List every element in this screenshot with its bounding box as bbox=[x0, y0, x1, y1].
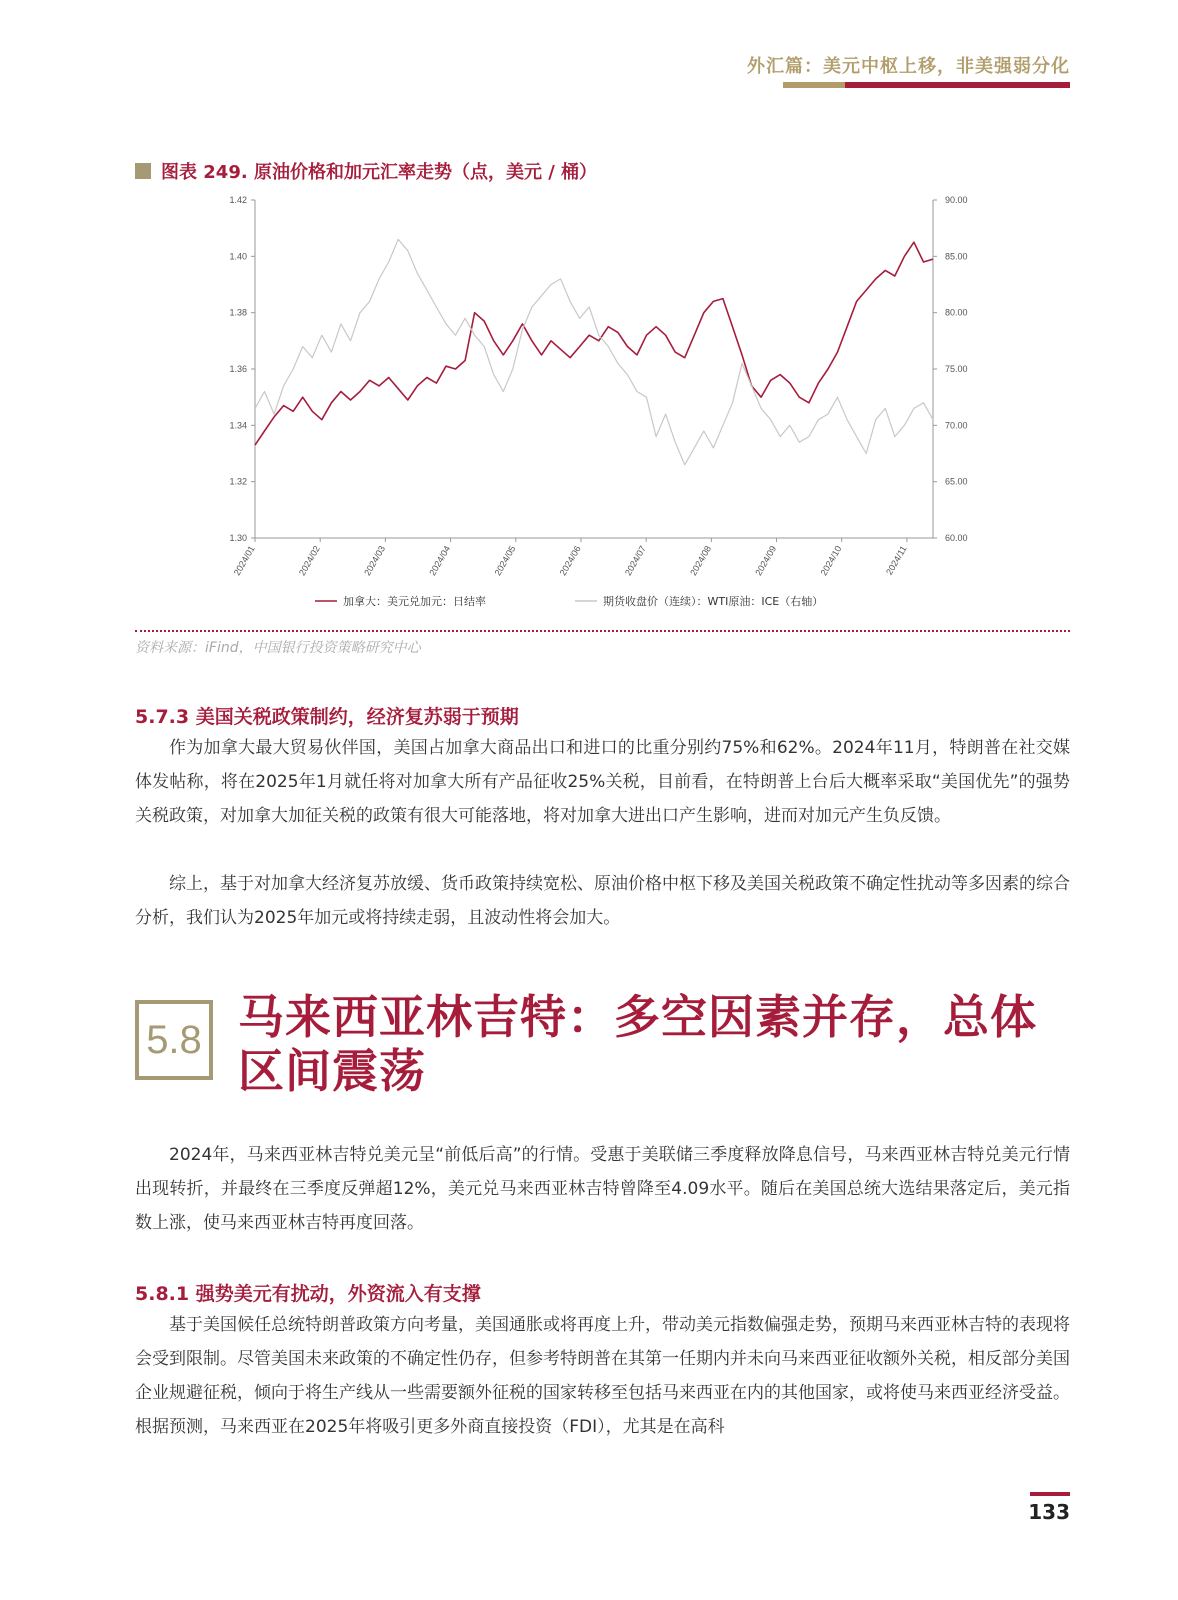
x-tick-label: 2024/10 bbox=[818, 544, 844, 578]
header-bar-red bbox=[845, 82, 1070, 88]
y-right-tick-label: 90.00 bbox=[945, 195, 968, 205]
chart-ticks bbox=[229, 195, 967, 577]
paragraph-summary: 综上，基于对加拿大经济复苏放缓、货币政策持续宽松、原油价格中枢下移及美国关税政策不确定性扰动等多因素的综合分析，我们认为2025年加元或将持续走弱，且波动性将会加大。 bbox=[135, 874, 1070, 928]
y-left-tick-label: 1.40 bbox=[229, 251, 247, 262]
y-left-tick-label: 1.34 bbox=[229, 420, 247, 431]
figure-marker-square bbox=[135, 163, 151, 179]
source-note: 资料来源：iFind，中国银行投资策略研究中心 bbox=[135, 640, 421, 656]
y-right-tick-label: 60.00 bbox=[945, 533, 968, 543]
x-tick-label: 2024/07 bbox=[622, 544, 648, 578]
chart-legend bbox=[315, 594, 823, 608]
y-right-tick-label: 65.00 bbox=[945, 476, 968, 487]
y-right-tick-label: 80.00 bbox=[945, 307, 968, 318]
x-tick-label: 2024/01 bbox=[231, 544, 257, 578]
y-left-tick-label: 1.42 bbox=[229, 195, 247, 205]
y-left-tick-label: 1.38 bbox=[229, 307, 247, 318]
paragraph-ringgit-2024: 2024年，马来西亚林吉特兑美元呈“前低后高”的行情。受惠于美联储三季度释放降息信号，马来西亚林吉特兑美元行情出现转折，并最终在三季度反弹超12%，美元兑马来西亚林吉特曾降至4.09水平。随后在美国总统大选结果落定后，美元指数上涨，使马来西亚林吉特再度回落。 bbox=[135, 1145, 1070, 1233]
section-number-box: 5.8 bbox=[135, 1000, 213, 1080]
series-line-wti bbox=[255, 239, 933, 464]
x-tick-label: 2024/05 bbox=[492, 544, 518, 578]
y-right-tick-label: 75.00 bbox=[945, 364, 968, 374]
x-tick-label: 2024/09 bbox=[753, 544, 779, 578]
chart-lines bbox=[255, 239, 933, 464]
figure-title bbox=[135, 158, 597, 184]
x-tick-label: 2024/04 bbox=[427, 544, 453, 578]
legend-label: 加拿大：美元兑加元：日结率 bbox=[343, 595, 486, 608]
x-tick-label: 2024/08 bbox=[688, 544, 714, 578]
y-left-tick-label: 1.32 bbox=[229, 476, 247, 487]
page-number: 133 bbox=[1028, 1500, 1070, 1524]
x-tick-label: 2024/03 bbox=[362, 544, 388, 578]
figure-title-text: 图表 249. 原油价格和加元汇率走势（点，美元 / 桶） bbox=[161, 162, 598, 183]
chart bbox=[135, 190, 1070, 620]
section-title: 马来西亚林吉特：多空因素并存，总体区间震荡 bbox=[238, 990, 1037, 1098]
series-line-usdcad bbox=[255, 242, 933, 445]
x-tick-label: 2024/06 bbox=[557, 544, 583, 578]
paragraph-tariff: 作为加拿大最大贸易伙伴国，美国占加拿大商品出口和进口的比重分别约75%和62%。2024年11月，特朗普在社交媒体发帖称，将在2025年1月就任将对加拿大所有产品征收25%关税，目前看，在特朗普上台后大概率采取“美国优先”的强势关税政策，对加拿大加征关税的政策有很大可能落地，将对加拿大进出口产生影响，进而对加元产生负反馈。 bbox=[135, 738, 1070, 826]
x-tick-label: 2024/11 bbox=[884, 544, 909, 577]
subheading-5-7-3: 5.7.3 美国关税政策制约，经济复苏弱于预期 bbox=[135, 706, 519, 728]
dotted-separator bbox=[135, 630, 1070, 632]
header-bar-gold bbox=[783, 82, 845, 88]
legend-label: 期货收盘价（连续）：WTI原油：ICE（右轴） bbox=[603, 595, 824, 608]
y-right-tick-label: 85.00 bbox=[945, 251, 968, 262]
paragraph-strong-usd: 基于美国候任总统特朗普政策方向考量，美国通胀或将再度上升，带动美元指数偏强走势，预期马来西亚林吉特的表现将会受到限制。尽管美国未来政策的不确定性仍存，但参考特朗普在其第一任期内并未向马来西亚征收额外关税，相反部分美国企业规避征税，倾向于将生产线从一些需要额外征税的国家转移至包括马来西亚在内的其他国家，或将使马来西亚经济受益。根据预测，马来西亚在2025年将吸引更多外商直接投资（FDI），尤其是在高科 bbox=[135, 1315, 1070, 1437]
subheading-5-8-1: 5.8.1 强势美元有扰动，外资流入有支撑 bbox=[135, 1283, 481, 1305]
header-title: 外汇篇：美元中枢上移，非美强弱分化 bbox=[747, 56, 1070, 77]
page-number-bar bbox=[1030, 1492, 1070, 1496]
y-right-tick-label: 70.00 bbox=[945, 420, 968, 431]
x-tick-label: 2024/02 bbox=[296, 544, 322, 578]
y-left-tick-label: 1.30 bbox=[229, 533, 247, 543]
chart-axes bbox=[255, 200, 933, 538]
y-left-tick-label: 1.36 bbox=[229, 364, 247, 374]
